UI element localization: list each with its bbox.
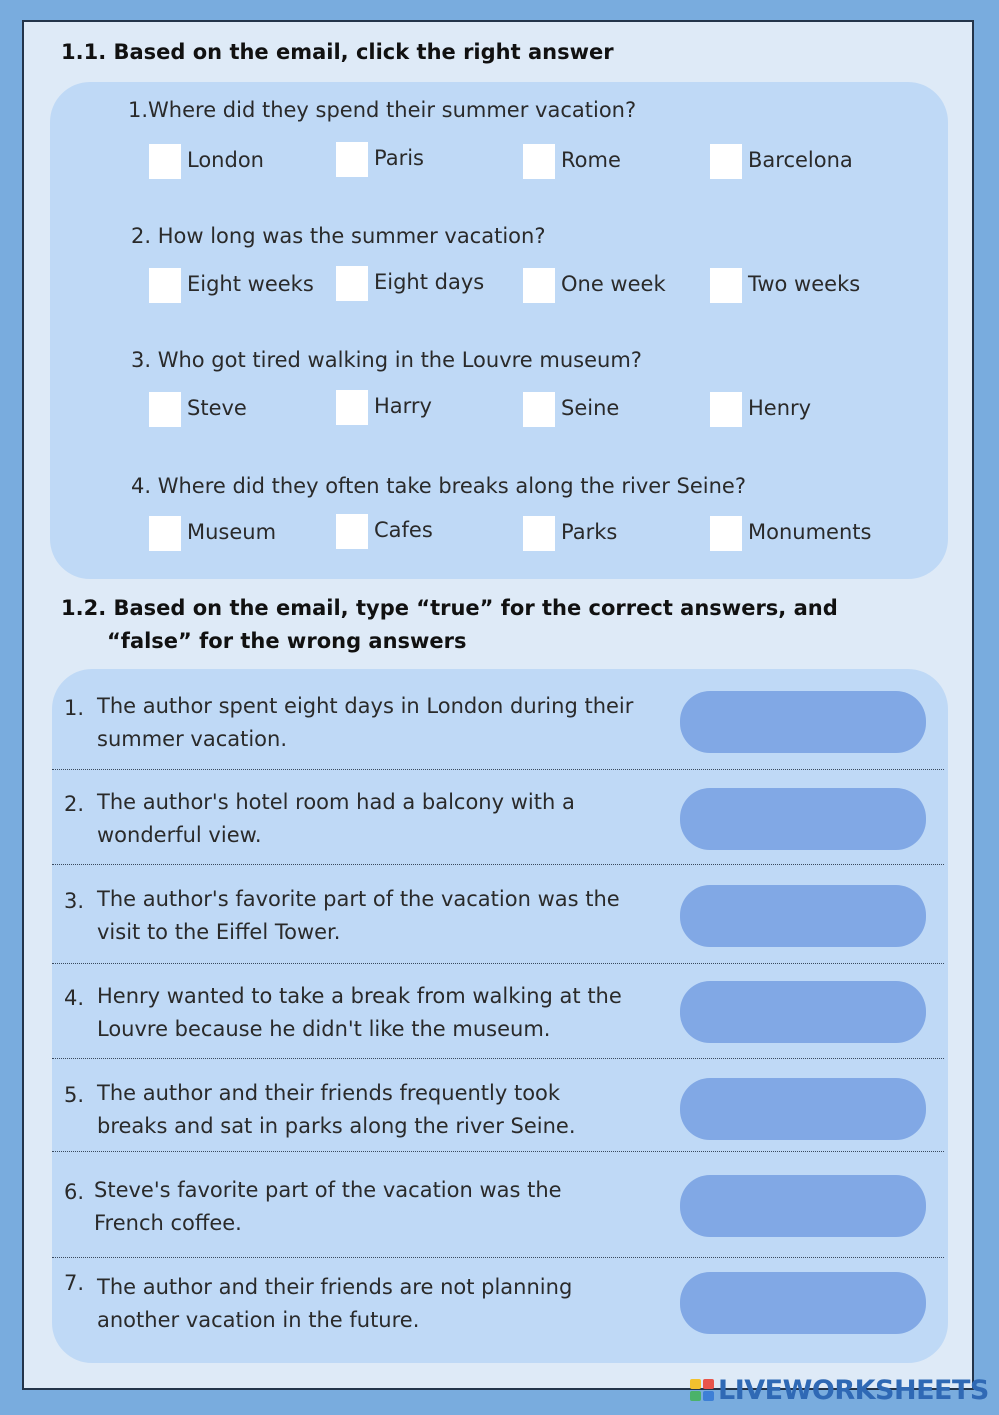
checkbox[interactable] <box>710 516 742 551</box>
answer-input-2[interactable] <box>680 788 926 850</box>
section-1-heading: 1.1. Based on the email, click the right answer <box>61 40 614 64</box>
statement-number: 3. <box>64 889 85 913</box>
row-divider <box>52 769 944 770</box>
checkbox[interactable] <box>336 514 368 549</box>
statement-line: Louvre because he didn't like the museum. <box>97 1017 551 1041</box>
checkbox[interactable] <box>523 516 555 551</box>
option-label: London <box>187 148 264 172</box>
option-label: Cafes <box>374 518 433 542</box>
checkbox[interactable] <box>710 392 742 427</box>
row-divider <box>52 864 944 865</box>
option-label: Steve <box>187 396 247 420</box>
option-label: Henry <box>748 396 812 420</box>
statement-line: The author and their friends frequently took <box>97 1081 561 1105</box>
option-label: One week <box>561 272 666 296</box>
option-label: Harry <box>374 394 432 418</box>
statement-line: The author's hotel room had a balcony with a <box>97 790 575 814</box>
checkbox[interactable] <box>523 392 555 427</box>
statement-line: French coffee. <box>94 1211 242 1235</box>
answer-input-1[interactable] <box>680 691 926 753</box>
row-divider <box>52 1151 944 1152</box>
option-label: Museum <box>187 520 277 544</box>
checkbox[interactable] <box>336 142 368 177</box>
statement-line: The author and their friends are not planning <box>97 1275 573 1299</box>
row-divider <box>52 963 944 964</box>
checkbox[interactable] <box>149 144 181 179</box>
statement-text <box>97 786 657 852</box>
option-label: Paris <box>374 146 424 170</box>
row-divider <box>52 1257 944 1258</box>
option-label: Eight weeks <box>187 272 314 296</box>
brand-name: LIVEWORKSHEETS <box>718 1375 989 1406</box>
checkbox[interactable] <box>149 268 181 303</box>
statement-line: The author spent eight days in London during their <box>97 694 634 718</box>
statement-text <box>97 1077 657 1143</box>
checkbox[interactable] <box>710 268 742 303</box>
statement-line: Steve's favorite part of the vacation was the <box>94 1178 562 1202</box>
statement-text <box>94 1174 654 1240</box>
question-4-text: 4. Where did they often take breaks along the river Seine? <box>131 474 746 498</box>
statement-line: The author's favorite part of the vacation was the <box>97 887 620 911</box>
statement-text <box>97 1271 657 1337</box>
option-label: Eight days <box>374 270 485 294</box>
question-3-text: 3. Who got tired walking in the Louvre museum? <box>131 348 642 372</box>
section-2-heading-line-2: “false” for the wrong answers <box>107 629 467 653</box>
statement-number: 1. <box>64 696 85 720</box>
statement-line: summer vacation. <box>97 727 288 751</box>
statement-number: 7. <box>64 1271 85 1295</box>
answer-input-5[interactable] <box>680 1078 926 1140</box>
statement-line: another vacation in the future. <box>97 1308 420 1332</box>
option-label: Monuments <box>748 520 872 544</box>
liveworksheets-logo-icon <box>690 1379 716 1403</box>
answer-input-7[interactable] <box>680 1272 926 1334</box>
statement-line: wonderful view. <box>97 823 262 847</box>
answer-input-4[interactable] <box>680 981 926 1043</box>
question-1-text: 1.Where did they spend their summer vacation? <box>128 98 637 122</box>
section-2-heading <box>61 592 838 658</box>
option-label: Rome <box>561 148 621 172</box>
option-label: Barcelona <box>748 148 853 172</box>
statement-text <box>97 980 657 1046</box>
liveworksheets-logo <box>690 1375 990 1407</box>
statement-text <box>97 690 657 756</box>
option-label: Seine <box>561 396 620 420</box>
checkbox[interactable] <box>149 392 181 427</box>
row-divider <box>52 1058 944 1059</box>
checkbox[interactable] <box>336 390 368 425</box>
checkbox[interactable] <box>336 266 368 301</box>
option-label: Parks <box>561 520 618 544</box>
checkbox[interactable] <box>523 144 555 179</box>
answer-input-3[interactable] <box>680 885 926 947</box>
answer-input-6[interactable] <box>680 1175 926 1237</box>
checkbox[interactable] <box>523 268 555 303</box>
checkbox[interactable] <box>149 516 181 551</box>
statement-line: breaks and sat in parks along the river Seine. <box>97 1114 576 1138</box>
statement-number: 2. <box>64 792 85 816</box>
statement-line: Henry wanted to take a break from walking at the <box>97 984 622 1008</box>
section-2-heading-line-1: 1.2. Based on the email, type “true” for the correct answers, and <box>61 596 838 620</box>
question-2-text: 2. How long was the summer vacation? <box>131 224 546 248</box>
statement-number: 6. <box>64 1180 85 1204</box>
statement-number: 4. <box>64 986 85 1010</box>
checkbox[interactable] <box>710 144 742 179</box>
statement-line: visit to the Eiffel Tower. <box>97 920 341 944</box>
statement-text <box>97 883 657 949</box>
statement-number: 5. <box>64 1083 85 1107</box>
option-label: Two weeks <box>748 272 861 296</box>
